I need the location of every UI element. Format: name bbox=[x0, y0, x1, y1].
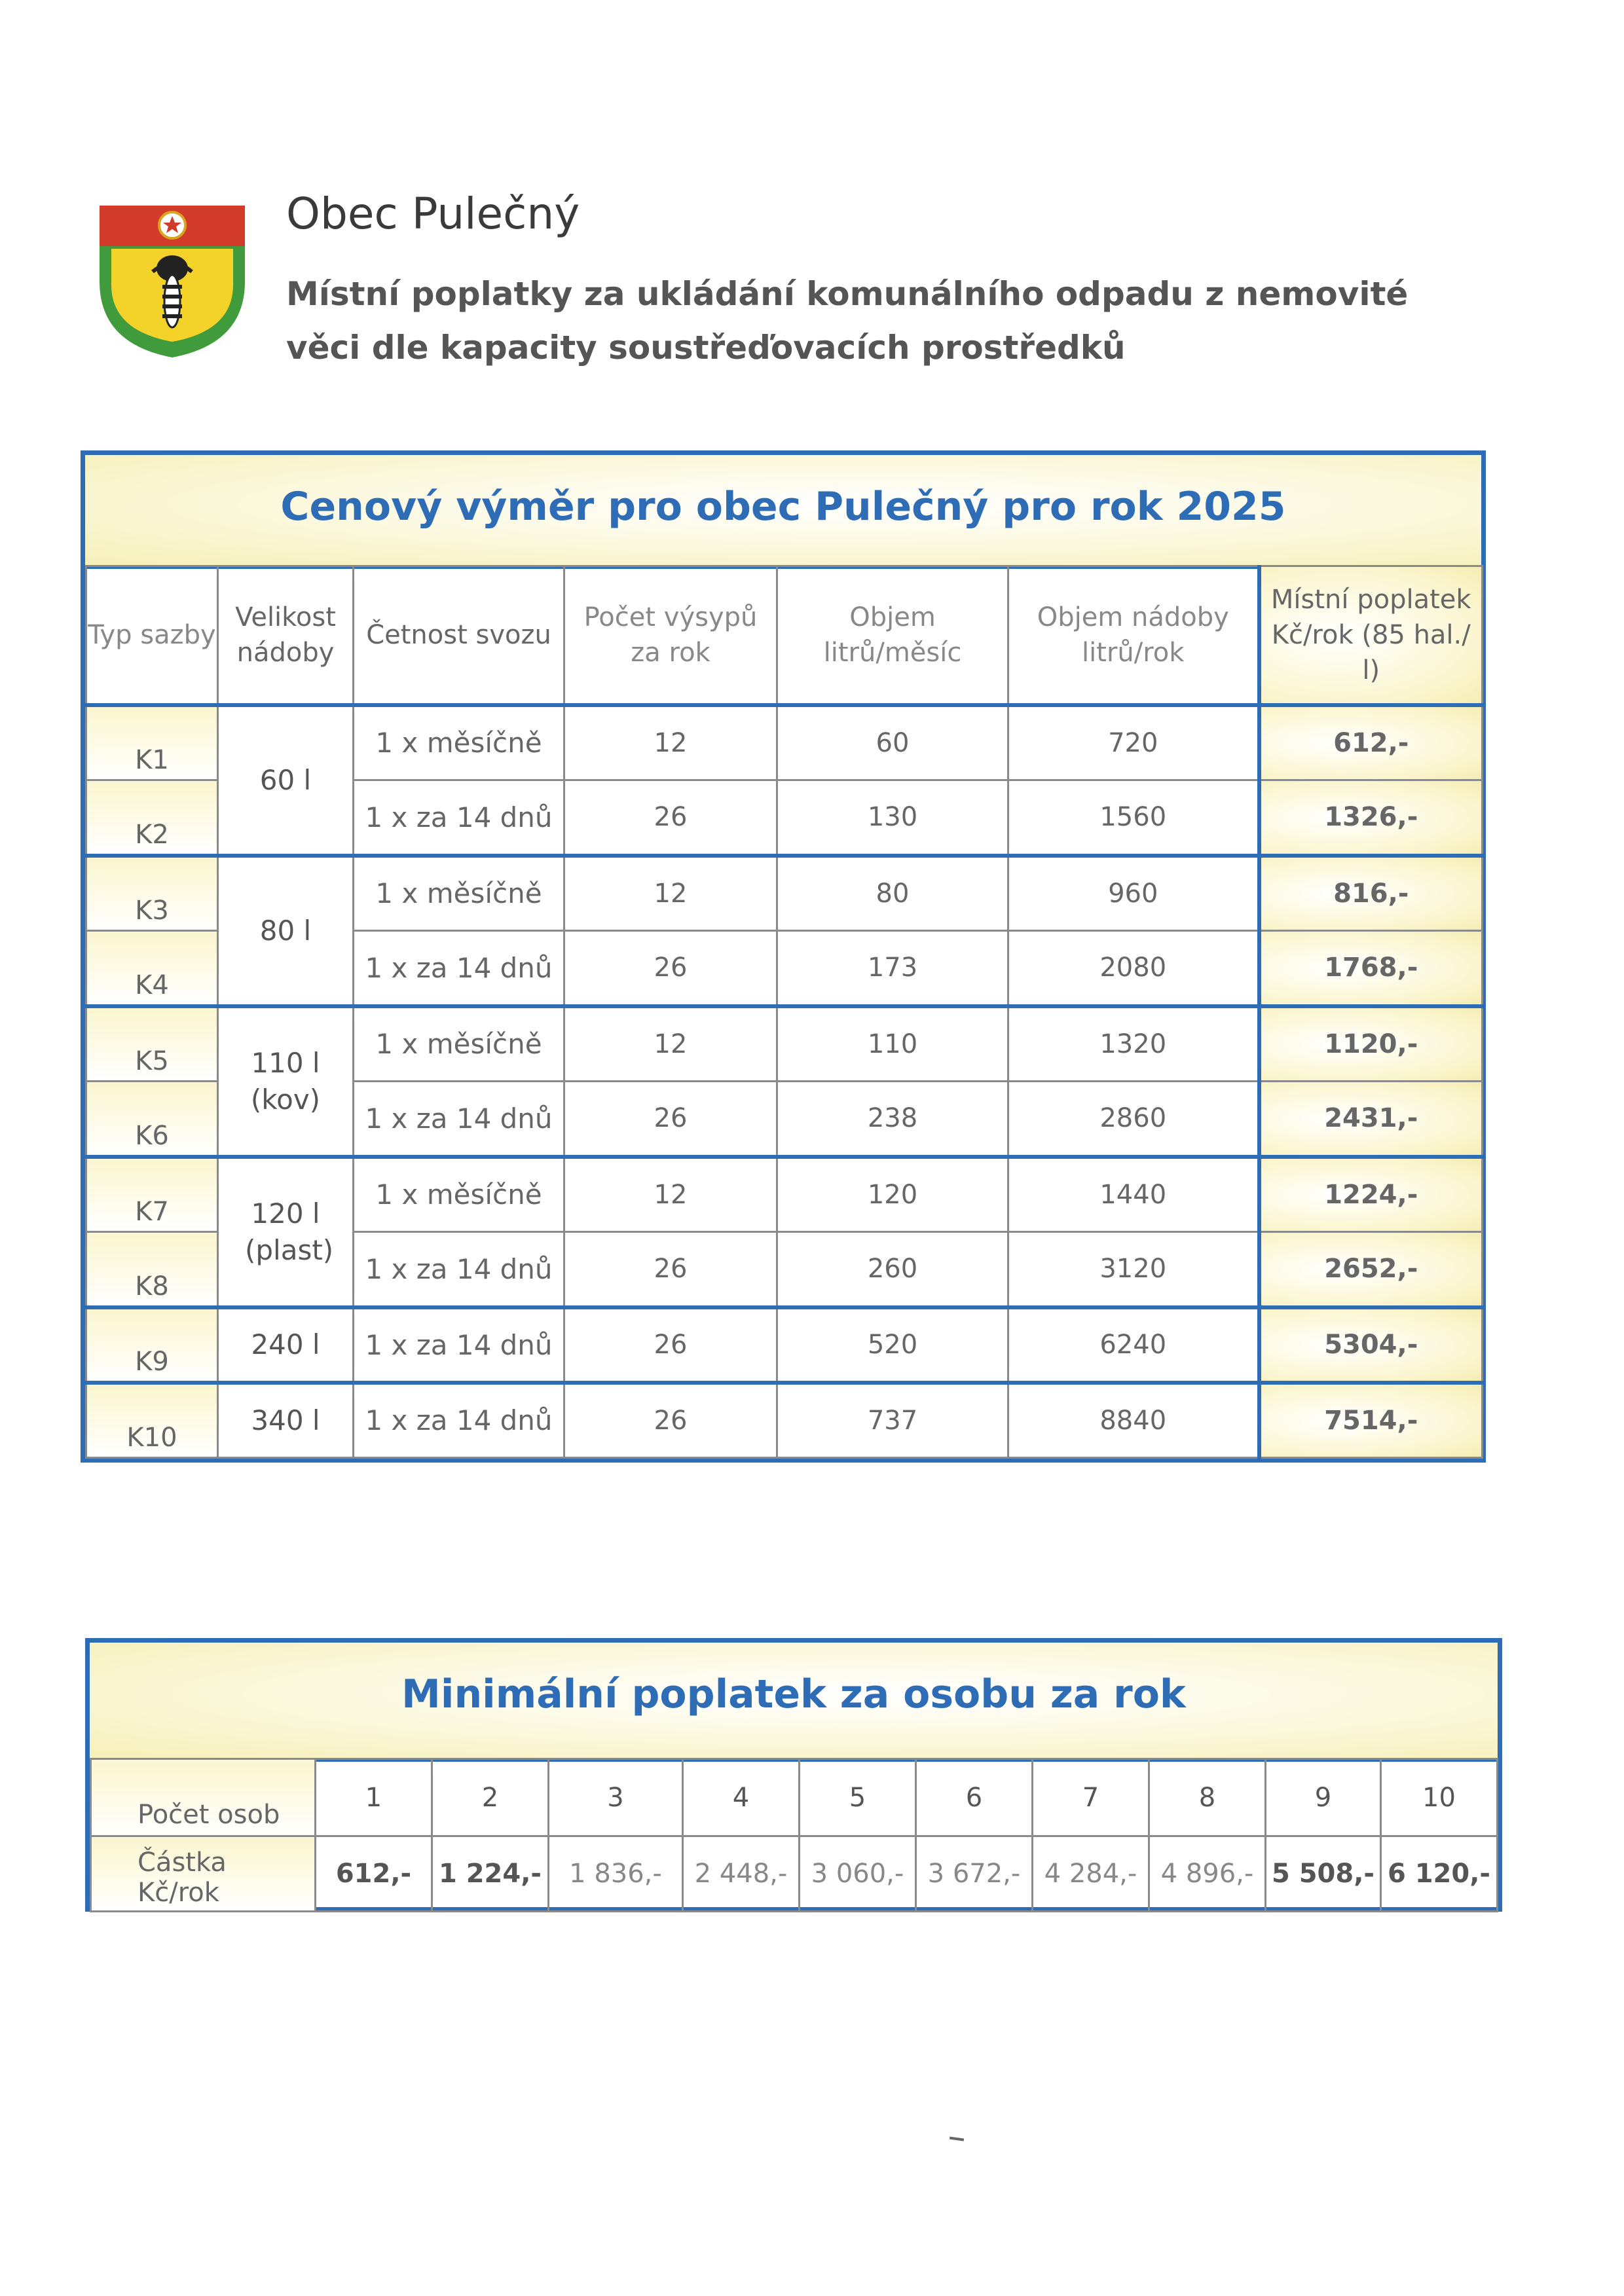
minimum-fee-header bbox=[90, 1643, 1498, 1762]
person-count: 3 bbox=[549, 1759, 683, 1836]
volume-per-year: 960 bbox=[1008, 856, 1259, 931]
empties-per-year: 26 bbox=[564, 780, 777, 856]
table-row bbox=[86, 705, 1483, 780]
local-fee: 612,- bbox=[1259, 705, 1483, 780]
volume-per-year: 2080 bbox=[1008, 931, 1259, 1006]
col-header-count: Počet výsypů za rok bbox=[564, 566, 777, 705]
volume-per-year: 720 bbox=[1008, 705, 1259, 780]
container-size: 120 l (plast) bbox=[218, 1157, 354, 1307]
empties-per-year: 12 bbox=[564, 705, 777, 780]
volume-per-month: 130 bbox=[777, 780, 1008, 856]
person-count: 10 bbox=[1381, 1759, 1498, 1836]
rate-type-cell bbox=[86, 1157, 218, 1232]
container-size: 110 l (kov) bbox=[218, 1006, 354, 1157]
rate-type-cell bbox=[86, 1307, 218, 1383]
volume-per-year: 6240 bbox=[1008, 1307, 1259, 1383]
stray-mark bbox=[950, 2136, 964, 2141]
volume-per-month: 173 bbox=[777, 931, 1008, 1006]
amounts-row bbox=[91, 1836, 1498, 1912]
col-header-type: Typ sazby bbox=[86, 566, 218, 705]
rate-type: K8 bbox=[135, 1271, 169, 1302]
price-table-header bbox=[85, 455, 1481, 569]
volume-per-month: 110 bbox=[777, 1006, 1008, 1082]
rate-type: K10 bbox=[126, 1423, 177, 1453]
local-fee: 816,- bbox=[1259, 856, 1483, 931]
empties-per-year: 26 bbox=[564, 1383, 777, 1458]
collection-frequency: 1 x za 14 dnů bbox=[354, 1232, 564, 1307]
minimum-amount: 4 284,- bbox=[1033, 1836, 1149, 1912]
table-row bbox=[86, 856, 1483, 931]
amount-label: Částka Kč/rok bbox=[91, 1836, 316, 1912]
local-fee: 1224,- bbox=[1259, 1157, 1483, 1232]
rate-type: K1 bbox=[135, 745, 169, 775]
volume-per-year: 2860 bbox=[1008, 1082, 1259, 1157]
minimum-amount: 5 508,- bbox=[1266, 1836, 1381, 1912]
volume-per-month: 120 bbox=[777, 1157, 1008, 1232]
rate-type-cell bbox=[86, 705, 218, 780]
rate-type-cell bbox=[86, 780, 218, 856]
person-count: 9 bbox=[1266, 1759, 1381, 1836]
volume-per-year: 1560 bbox=[1008, 780, 1259, 856]
person-count: 5 bbox=[800, 1759, 916, 1836]
col-header-volume-month: Objem litrů/měsíc bbox=[777, 566, 1008, 705]
local-fee: 2431,- bbox=[1259, 1082, 1483, 1157]
collection-frequency: 1 x měsíčně bbox=[354, 856, 564, 931]
table-row bbox=[86, 1307, 1483, 1383]
minimum-amount: 612,- bbox=[316, 1836, 432, 1912]
container-size: 340 l bbox=[218, 1383, 354, 1458]
rate-type-cell bbox=[86, 856, 218, 931]
volume-per-year: 1440 bbox=[1008, 1157, 1259, 1232]
col-header-fee: Místní poplatek Kč/rok (85 hal./ l) bbox=[1259, 566, 1483, 705]
empties-per-year: 12 bbox=[564, 1157, 777, 1232]
minimum-amount: 4 896,- bbox=[1149, 1836, 1266, 1912]
rate-type: K2 bbox=[135, 819, 169, 850]
municipality-name: Obec Pulečný bbox=[286, 189, 580, 239]
volume-per-month: 737 bbox=[777, 1383, 1008, 1458]
table-row bbox=[86, 1006, 1483, 1082]
price-table-column-headers bbox=[86, 566, 1483, 705]
rate-type: K6 bbox=[135, 1120, 169, 1151]
person-count: 1 bbox=[316, 1759, 432, 1836]
price-table bbox=[81, 450, 1486, 1463]
volume-per-month: 60 bbox=[777, 705, 1008, 780]
collection-frequency: 1 x za 14 dnů bbox=[354, 1307, 564, 1383]
rate-type: K5 bbox=[135, 1046, 169, 1076]
minimum-amount: 3 672,- bbox=[916, 1836, 1033, 1912]
person-count: 6 bbox=[916, 1759, 1033, 1836]
person-count: 2 bbox=[432, 1759, 549, 1836]
minimum-amount: 3 060,- bbox=[800, 1836, 916, 1912]
minimum-amount: 2 448,- bbox=[683, 1836, 800, 1912]
local-fee: 1326,- bbox=[1259, 780, 1483, 856]
person-count: 4 bbox=[683, 1759, 800, 1836]
collection-frequency: 1 x za 14 dnů bbox=[354, 1082, 564, 1157]
empties-per-year: 26 bbox=[564, 931, 777, 1006]
coat-of-arms-icon bbox=[97, 203, 248, 360]
container-size: 80 l bbox=[218, 856, 354, 1006]
collection-frequency: 1 x za 14 dnů bbox=[354, 1383, 564, 1458]
volume-per-month: 238 bbox=[777, 1082, 1008, 1157]
rate-type: K9 bbox=[135, 1346, 169, 1377]
collection-frequency: 1 x za 14 dnů bbox=[354, 780, 564, 856]
local-fee: 1768,- bbox=[1259, 931, 1483, 1006]
rate-type-cell bbox=[86, 1082, 218, 1157]
rate-type: K7 bbox=[135, 1197, 169, 1227]
collection-frequency: 1 x měsíčně bbox=[354, 1006, 564, 1082]
local-fee: 7514,- bbox=[1259, 1383, 1483, 1458]
local-fee: 1120,- bbox=[1259, 1006, 1483, 1082]
volume-per-year: 1320 bbox=[1008, 1006, 1259, 1082]
empties-per-year: 26 bbox=[564, 1232, 777, 1307]
col-header-volume-year: Objem nádoby litrů/rok bbox=[1008, 566, 1259, 705]
empties-per-year: 12 bbox=[564, 1006, 777, 1082]
container-size: 60 l bbox=[218, 705, 354, 856]
collection-frequency: 1 x za 14 dnů bbox=[354, 931, 564, 1006]
minimum-fee-title: Minimální poplatek za osobu za rok bbox=[401, 1671, 1186, 1717]
persons-label: Počet osob bbox=[91, 1759, 316, 1836]
collection-frequency: 1 x měsíčně bbox=[354, 1157, 564, 1232]
collection-frequency: 1 x měsíčně bbox=[354, 705, 564, 780]
persons-row bbox=[91, 1759, 1498, 1836]
document-title: Místní poplatky za ukládání komunálního odpadu z nemovité věci dle kapacity soustřeďovacích prostředků bbox=[286, 275, 1409, 367]
empties-per-year: 12 bbox=[564, 856, 777, 931]
rate-type-cell bbox=[86, 931, 218, 1006]
volume-per-month: 260 bbox=[777, 1232, 1008, 1307]
local-fee: 2652,- bbox=[1259, 1232, 1483, 1307]
local-fee: 5304,- bbox=[1259, 1307, 1483, 1383]
volume-per-month: 520 bbox=[777, 1307, 1008, 1383]
col-header-frequency: Četnost svozu bbox=[354, 566, 564, 705]
rate-type-cell bbox=[86, 1006, 218, 1082]
price-table-title: Cenový výměr pro obec Pulečný pro rok 2025 bbox=[280, 484, 1286, 530]
table-row bbox=[86, 1157, 1483, 1232]
empties-per-year: 26 bbox=[564, 1082, 777, 1157]
rate-type-cell bbox=[86, 1232, 218, 1307]
person-count: 7 bbox=[1033, 1759, 1149, 1836]
volume-per-month: 80 bbox=[777, 856, 1008, 931]
empties-per-year: 26 bbox=[564, 1307, 777, 1383]
rate-type-cell bbox=[86, 1383, 218, 1458]
minimum-fee-table bbox=[85, 1638, 1502, 1912]
minimum-amount: 1 836,- bbox=[549, 1836, 683, 1912]
col-header-size: Velikost nádoby bbox=[218, 566, 354, 705]
person-count: 8 bbox=[1149, 1759, 1266, 1836]
volume-per-year: 8840 bbox=[1008, 1383, 1259, 1458]
table-row bbox=[86, 1383, 1483, 1458]
minimum-amount: 1 224,- bbox=[432, 1836, 549, 1912]
minimum-amount: 6 120,- bbox=[1381, 1836, 1498, 1912]
rate-type: K4 bbox=[135, 970, 169, 1000]
rate-type: K3 bbox=[135, 896, 169, 926]
volume-per-year: 3120 bbox=[1008, 1232, 1259, 1307]
container-size: 240 l bbox=[218, 1307, 354, 1383]
